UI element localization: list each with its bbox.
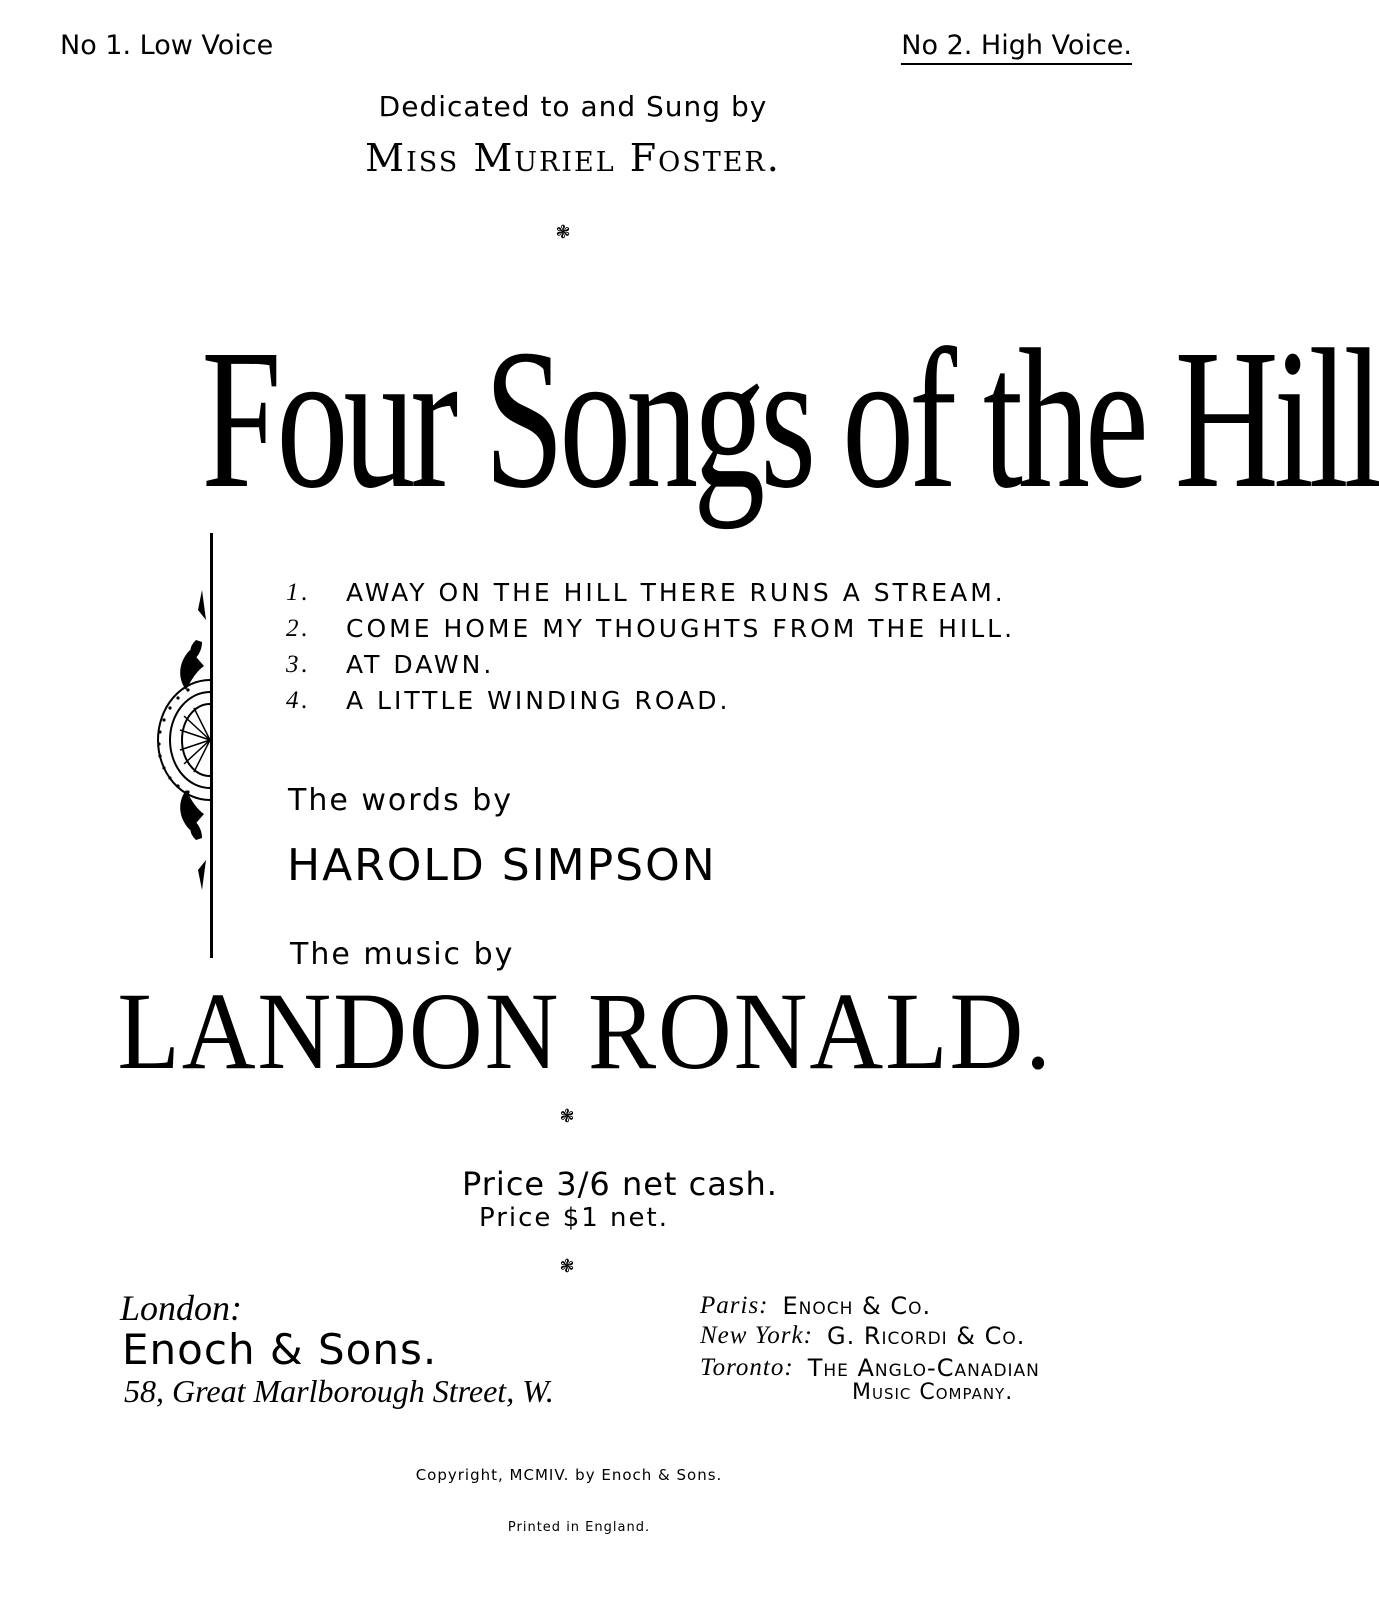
song-number: 2. xyxy=(286,615,311,642)
song-title: AT DAWN. xyxy=(346,650,495,679)
song-title: A LITTLE WINDING ROAD. xyxy=(346,686,731,715)
song-item xyxy=(286,683,1015,719)
song-item xyxy=(286,575,1015,611)
printed-in-notice: Printed in England. xyxy=(507,1520,651,1535)
dedicatee-name: Miss Muriel Foster. xyxy=(365,136,781,180)
lyricist-name: HAROLD SIMPSON xyxy=(287,840,717,891)
song-number: 1. xyxy=(286,579,311,606)
flower-ornament-icon: ❃ xyxy=(559,1106,575,1127)
agent-firm: The Anglo-Canadian xyxy=(807,1354,1040,1382)
publisher-name: Enoch & Sons. xyxy=(122,1325,438,1374)
song-item xyxy=(286,647,1015,683)
composer-name: LANDON RONALD. xyxy=(117,970,1053,1092)
agent-city: Paris: xyxy=(700,1292,769,1319)
flower-ornament-icon: ❃ xyxy=(559,1256,575,1277)
song-number: 4. xyxy=(286,687,311,714)
music-by-label: The music by xyxy=(290,937,515,972)
price-uk: Price 3/6 net cash. xyxy=(462,1165,778,1203)
song-item xyxy=(286,611,1015,647)
price-us: Price $1 net. xyxy=(479,1203,669,1233)
high-voice-edition: No 2. High Voice. xyxy=(901,30,1132,65)
publisher-city: London: xyxy=(120,1288,243,1328)
agent-firm: G. Ricordi & Co. xyxy=(826,1322,1026,1350)
agent-new-york xyxy=(700,1322,1025,1350)
agent-toronto xyxy=(700,1354,1040,1382)
song-number: 3. xyxy=(286,651,311,678)
agent-city: Toronto: xyxy=(700,1354,794,1381)
flower-ornament-icon: ❃ xyxy=(555,222,571,243)
song-list xyxy=(286,575,1015,719)
copyright-notice: Copyright, MCMIV. by Enoch & Sons. xyxy=(415,1466,723,1484)
song-title: AWAY ON THE HILL THERE RUNS A STREAM. xyxy=(346,578,1006,607)
agent-firm: Enoch & Co. xyxy=(782,1292,932,1320)
song-title: COME HOME MY THOUGHTS FROM THE HILL. xyxy=(346,614,1016,643)
agent-city: New York: xyxy=(700,1322,813,1349)
agent-toronto-firm-line2: Music Company. xyxy=(852,1380,1014,1405)
main-title: Four Songs of the Hill xyxy=(201,309,1379,530)
low-voice-edition: No 1. Low Voice xyxy=(60,30,274,61)
words-by-label: The words by xyxy=(288,783,514,818)
dedication-line: Dedicated to and Sung by xyxy=(378,90,768,123)
publisher-address: 58, Great Marlborough Street, W. xyxy=(124,1373,554,1409)
floral-bracket-ornament-icon xyxy=(150,580,212,900)
agent-paris xyxy=(700,1292,931,1320)
